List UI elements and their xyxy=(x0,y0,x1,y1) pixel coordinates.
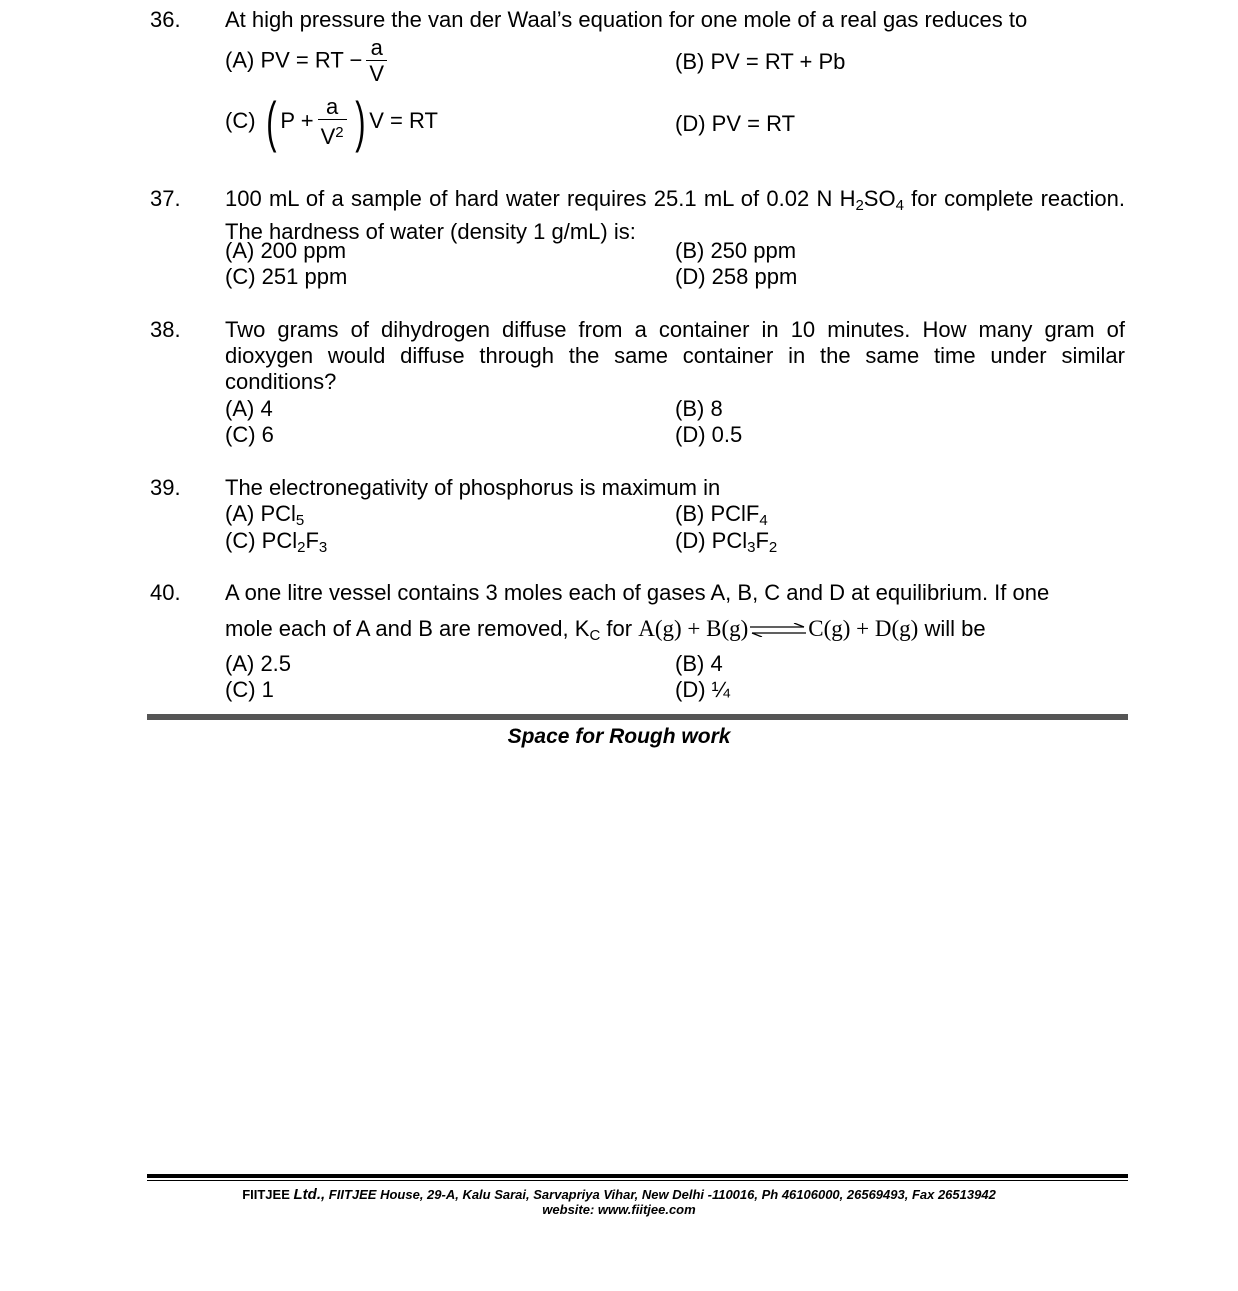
section-divider xyxy=(147,714,1128,720)
option-b: (B) PClF$_4$ xyxy=(675,501,768,529)
fraction: $\frac{a}{V^2}$ xyxy=(318,95,347,150)
equilibrium-arrow-icon xyxy=(748,623,808,637)
question-text: The electronegativity of phosphorus is maximum in xyxy=(225,475,721,500)
option-d: (D) $PCl_3F_2$ xyxy=(675,528,778,556)
option-d: (D) 0.5 xyxy=(675,422,743,447)
option-c: (C) 1 xyxy=(225,677,274,702)
footer-divider-thick xyxy=(147,1174,1128,1178)
footer-divider-thin xyxy=(147,1180,1128,1181)
question-number: 38. xyxy=(150,317,181,342)
footer-address: FIITJEE Ltd., FIITJEE House, 29-A, Kalu Sarai, Sarvapriya Vihar, New Delhi -110016, Ph 46106000, 26569493, Fax 26513942 xyxy=(242,1186,996,1203)
brand-name: FIITJEE xyxy=(242,1187,290,1202)
question-text-line-1: A one litre vessel contains 3 moles each of gases A, B, C and D at equilibrium. If one xyxy=(225,580,1050,605)
option-c: (C) $PCl_2F_3$ xyxy=(225,528,328,556)
option-d: (D) ¼ xyxy=(675,677,730,702)
option-d: (D) PV = RT xyxy=(675,111,796,136)
question-text: 100 mL of a sample of hard water requires 25.1 mL of 0.02 N $H_2SO_4$ for complete reaction. The hardness of water (density 1 g/mL) is: xyxy=(225,186,1125,244)
question-text-line-2: mole each of A and B are removed, $K_C$ for A(g) + B(g) C(g) + D(g) will be xyxy=(225,616,986,644)
option-a: (A) 200 ppm xyxy=(225,238,347,263)
option-b: (B) 8 xyxy=(675,396,723,421)
option-c: (C) 251 ppm xyxy=(225,264,348,289)
fraction: $\frac{a}{V}$ xyxy=(366,36,387,87)
question-text: Two grams of dihydrogen diffuse from a container in 10 minutes. How many gram of dioxygen would diffuse through the same container in the same time under similar conditions? xyxy=(225,317,1125,394)
option-b: (B) 4 xyxy=(675,651,723,676)
question-number: 40. xyxy=(150,580,181,605)
question-number: 39. xyxy=(150,475,181,500)
reaction-rhs: C(g) + D(g) xyxy=(808,616,919,641)
question-number: 37. xyxy=(150,186,181,211)
option-d: (D) 258 ppm xyxy=(675,264,798,289)
option-a: (A) PV = RT − $\frac{a}{V}$ xyxy=(225,36,391,87)
option-c: (C) ( P + $\frac{a}{V^2}$ ) V = RT xyxy=(225,90,438,153)
footer-website: website: www.fiitjee.com xyxy=(542,1202,696,1217)
option-b: (B) PV = RT + Pb xyxy=(675,49,846,74)
option-a: (A) 2.5 xyxy=(225,651,292,676)
option-b: (B) 250 ppm xyxy=(675,238,797,263)
reaction-lhs: A(g) + B(g) xyxy=(638,616,749,641)
option-c: (C) 6 xyxy=(225,422,274,447)
rough-work-heading: Space for Rough work xyxy=(507,725,731,748)
question-number: 36. xyxy=(150,7,181,32)
option-a: (A) PCl$_5$ xyxy=(225,501,305,529)
option-a: (A) 4 xyxy=(225,396,273,421)
question-text: At high pressure the van der Waal’s equation for one mole of a real gas reduces to xyxy=(225,7,1028,32)
